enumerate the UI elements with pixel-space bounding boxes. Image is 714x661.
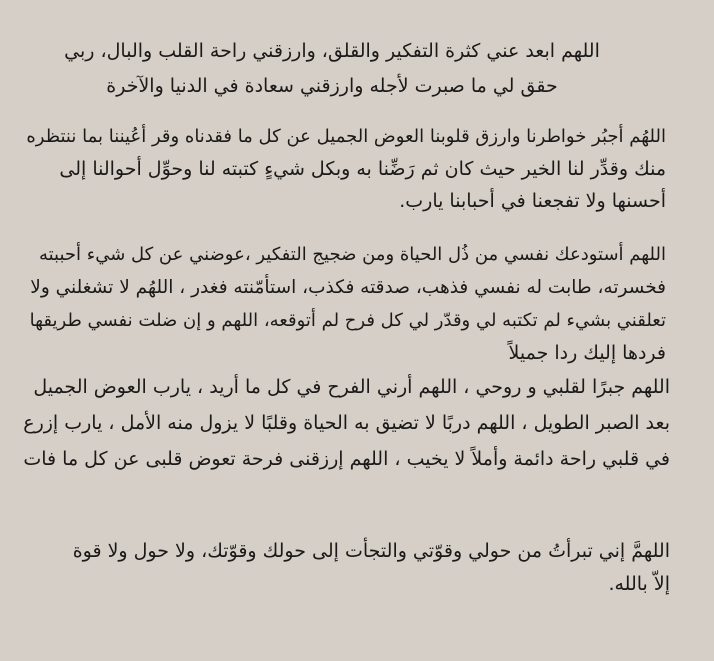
text-line: اللهُم أجبُر خواطرنا وارزق قلوبنا العوض الجميل عن كل ما فقدناه وقر أعُيننا بما ننتظره [26, 126, 666, 147]
paragraph-5 [30, 535, 670, 601]
text-line: فخسرته، طابت له نفسي فذهب، صدقته فكذب، استأمّنته فغدر ، اللهُم لا تشغلني ولا [30, 277, 666, 298]
paragraph-2 [26, 121, 666, 217]
text-line: اللهم جبرًا لقلبي و روحي ، اللهم أرني الفرح في كل ما أريد ، يارب العوض الجميل [33, 376, 670, 398]
paragraph-4 [20, 369, 670, 477]
text-line: إلاّ بالله. [608, 573, 670, 595]
text-line: اللهم أستودعك نفسي من ذُل الحياة ومن ضجيج التفكير ،عوضني عن كل شيء أحببته [38, 244, 666, 265]
text-line: اللهمَّ إني تبرأتُ من حولي وقوّتي والتجأت إلى حولك وقوّتك، ولا حول ولا قوة [72, 540, 670, 562]
text-line: تعلقني بشيء لم تكتبه لي وقدّر لي كل فرح لم أتوقعه، اللهم و إن ضلت نفسي طريقها [29, 310, 666, 331]
text-line: أحسنها ولا تفجعنا في أحبابنا يارب. [399, 190, 666, 212]
text-line: حقق لي ما صبرت لأجله وارزقني سعادة في الدنيا والآخرة [106, 75, 558, 97]
paragraph-3 [26, 238, 666, 370]
text-line: اللهم ابعد عني كثرة التفكير والقلق، وارزقني راحة القلب والبال، ربي [64, 40, 600, 62]
text-line: في قلبي راحة دائمة وأملاً لا يخيب ، اللهم إرزقنى فرحة تعوض قلبى عن كل ما فات [23, 448, 670, 470]
paragraph-1 [52, 34, 612, 104]
text-line: فردها إليك ردا جميلاً [508, 342, 666, 364]
text-line: منك وقدِّر لنا الخير حيث كان ثم رَضِّنا به وبكل شيءٍ كتبته لنا وحوِّل أحوالنا إلى [59, 158, 666, 180]
text-line: بعد الصبر الطويل ، اللهم دربًا لا تضيق به الحياة وقلبًا لا يزول منه الأمل ، يارب إزرع [23, 412, 670, 434]
